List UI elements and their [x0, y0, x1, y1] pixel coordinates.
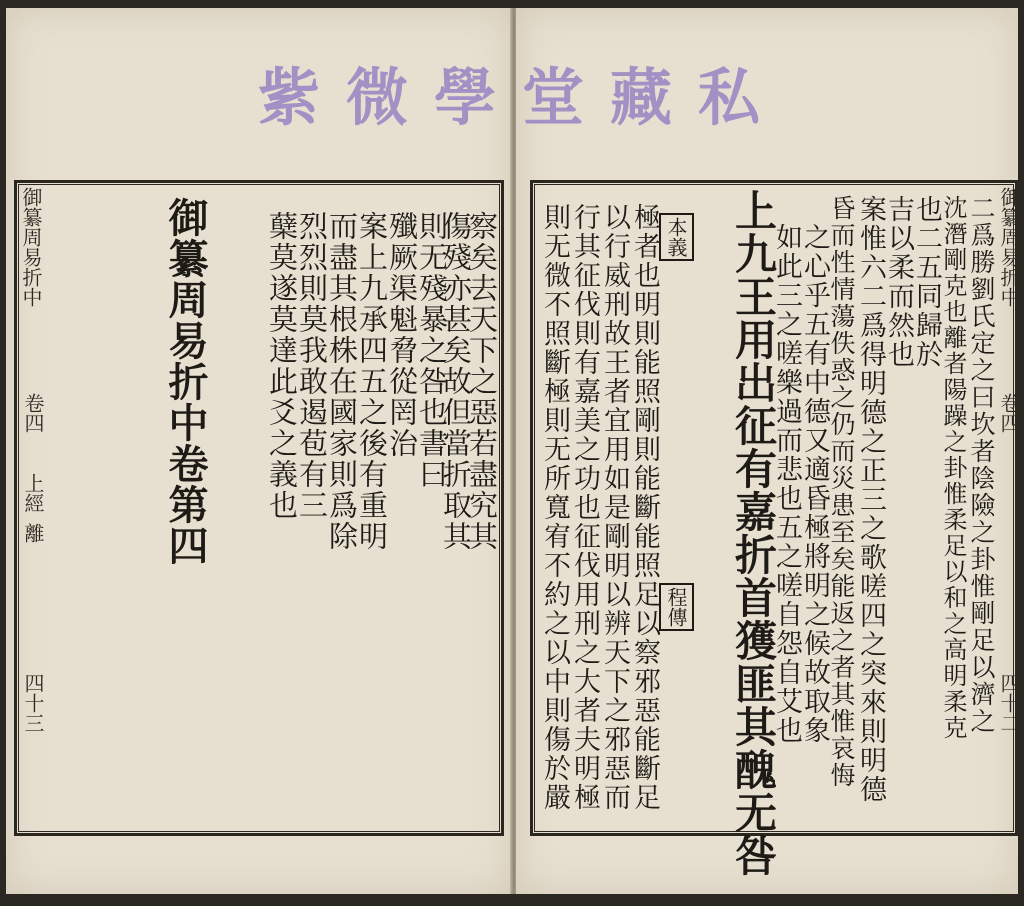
text-column: 殲厥渠魁脅從罔治 [385, 211, 419, 459]
right-margin-page: 四十二 [997, 673, 1021, 733]
collector-seal-stamp: 紫微學堂藏私 [258, 61, 787, 134]
text-column: 如此三之嗟樂過而悲也五之嗟自怨自艾也 [771, 223, 802, 745]
text-column: 則无殘暴之咎也書曰 [415, 211, 449, 490]
right-text-frame [530, 180, 1021, 877]
text-column: 極者也明則能照剛則能斷能照足以察邪惡能斷足 [629, 203, 660, 812]
hexagram-line-heading: 上九王用出征有嘉折首獲匪其醜无咎 [729, 189, 778, 877]
text-column: 行其征伐則有嘉美之功也征伐用刑之大者夫明極 [569, 203, 600, 812]
text-column: 之心乎五有中德又適昏極將明之候故取象 [799, 223, 830, 745]
text-column: 察矣去天下之惡若盡究其 [465, 211, 499, 552]
text-column: 吉以柔而然也 [883, 195, 914, 369]
text-column: 烈烈則莫我敢遏苞有三 [295, 211, 329, 521]
book-title: 御纂周易折中卷第四 [162, 197, 209, 566]
right-page [516, 8, 1021, 894]
text-column: 以行威刑故王者宜用如是剛明以辨天下之邪惡而 [599, 203, 630, 812]
text-column: 沈潛剛克也離者陽躁之卦惟柔足以和之高明柔克 [939, 195, 967, 741]
text-column: 傷殘亦甚矣故但當折取其 [439, 211, 473, 552]
text-column: 蘖莫遂莫達此爻之義也 [265, 211, 299, 521]
right-margin-title: 御纂周易折中 [997, 187, 1021, 307]
right-margin-volume: 卷四 [997, 393, 1021, 433]
label-chengzhuan: 程傳 [659, 583, 694, 631]
left-page [6, 8, 512, 894]
text-column: 二爲勝劉氏定之曰坎者陰險之卦惟剛足以濟之 [967, 195, 996, 735]
text-column: 案上九承四五之後有重明 [355, 211, 389, 552]
left-margin-section: 上經 [21, 473, 45, 513]
commentary-label-benyi [659, 213, 694, 261]
text-column: 則无微不照斷極則无所寬宥不約之以中則傷於嚴 [539, 203, 570, 812]
commentary-label-chengzhuan [659, 583, 694, 631]
text-column: 而盡其根株在國家則爲除 [325, 211, 359, 552]
text-column: 昏而性情蕩佚惑之仍而災患至矣能返之者其惟哀悔 [827, 195, 856, 789]
left-margin-title: 御纂周易折中 [19, 187, 43, 307]
left-text-frame [14, 180, 504, 836]
label-benyi: 本義 [659, 213, 694, 261]
text-column: 案惟六二爲得明德之正三之歌嗟四之突來則明德 [855, 195, 886, 804]
text-column: 也二五同歸於 [911, 195, 942, 369]
left-margin-volume: 卷四 [21, 393, 45, 433]
left-margin-page: 四十三 [21, 673, 45, 733]
left-margin-chapter: 離 [21, 523, 45, 543]
